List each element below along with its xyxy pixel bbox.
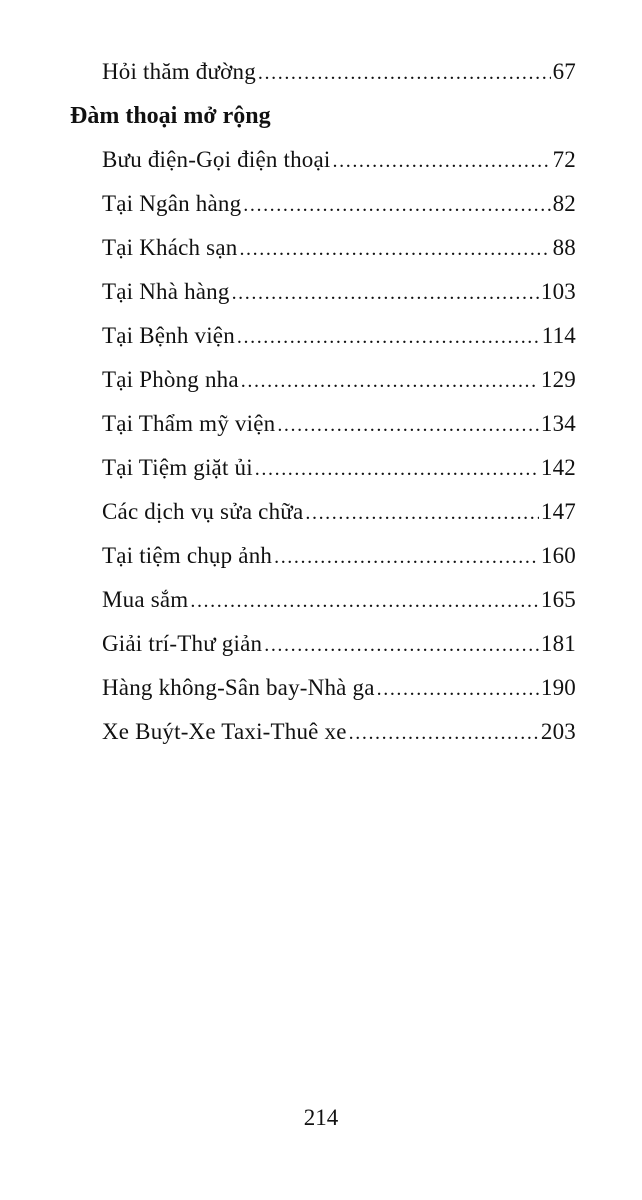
dot-leader: [349, 716, 539, 750]
toc-entry-page: 181: [540, 631, 576, 656]
toc-entry-title: Hàng không-Sân bay-Nhà ga: [102, 675, 375, 700]
toc-entry-title: Bưu điện-Gọi điện thoại: [102, 147, 331, 172]
toc-entry: [102, 55, 576, 89]
toc-entry-page: 129: [540, 367, 576, 392]
toc-entry-title: Hỏi thăm đường: [102, 59, 256, 84]
toc-entry-title: Tại Thẩm mỹ viện: [102, 411, 276, 436]
toc-entry-page: 134: [540, 411, 576, 436]
toc-entry: [102, 187, 576, 221]
toc-entry-page: 147: [540, 499, 576, 524]
toc-entry-page: 72: [552, 147, 576, 172]
toc-entry-title: Tại Nhà hàng: [102, 279, 230, 304]
section-heading: Đàm thoại mở rộng: [70, 103, 271, 129]
toc-entry: [102, 583, 576, 617]
toc-entry: [102, 627, 576, 661]
toc-entry-page: 190: [540, 675, 576, 700]
toc-entry-page: 165: [540, 587, 576, 612]
toc-entry-page: 142: [540, 455, 576, 480]
toc-entry-title: Tại Phòng nha: [102, 367, 239, 392]
toc-entry: [102, 407, 576, 441]
dot-leader: [274, 540, 539, 574]
toc-entry-title: Tại Ngân hàng: [102, 191, 242, 216]
toc-entry: [102, 451, 576, 485]
toc-entry-page: 88: [552, 235, 576, 260]
toc-entry-page: 67: [552, 59, 576, 84]
toc-entry: [102, 539, 576, 573]
toc-entry-page: 114: [541, 323, 576, 348]
toc-entry-title: Tại Khách sạn: [102, 235, 238, 260]
toc-entry: [102, 671, 576, 705]
toc-entry-title: Mua sắm: [102, 587, 189, 612]
dot-leader: [239, 232, 550, 266]
toc-entry: [102, 319, 576, 353]
toc-entry-title: Giải trí-Thư giản: [102, 631, 263, 656]
toc-entry-page: 103: [540, 279, 576, 304]
toc-entry: [102, 275, 576, 309]
dot-leader: [258, 56, 551, 90]
page-number: 214: [303, 1105, 339, 1130]
toc-entry-page: 82: [552, 191, 576, 216]
toc-entry: [102, 231, 576, 265]
dot-leader: [232, 276, 539, 310]
toc-entry: [102, 715, 576, 749]
toc-entry-page: 160: [540, 543, 576, 568]
dot-leader: [241, 364, 539, 398]
dot-leader: [190, 584, 539, 618]
toc-entry-title: Các dịch vụ sửa chữa: [102, 499, 304, 524]
dot-leader: [264, 628, 539, 662]
toc-entry-title: Xe Buýt-Xe Taxi-Thuê xe: [102, 719, 347, 744]
toc-entry-title: Tại Bệnh viện: [102, 323, 235, 348]
toc-entry-page: 203: [540, 719, 576, 744]
toc-entry-title: Tại Tiệm giặt ủi: [102, 455, 253, 480]
toc-entry: [102, 143, 576, 177]
dot-leader: [277, 408, 539, 442]
dot-leader: [237, 320, 540, 354]
dot-leader: [305, 496, 539, 530]
dot-leader: [377, 672, 539, 706]
dot-leader: [333, 144, 551, 178]
toc-entry: [102, 495, 576, 529]
dot-leader: [243, 188, 550, 222]
toc-entry: [102, 363, 576, 397]
dot-leader: [255, 452, 539, 486]
toc-entry-title: Tại tiệm chụp ảnh: [102, 543, 273, 568]
